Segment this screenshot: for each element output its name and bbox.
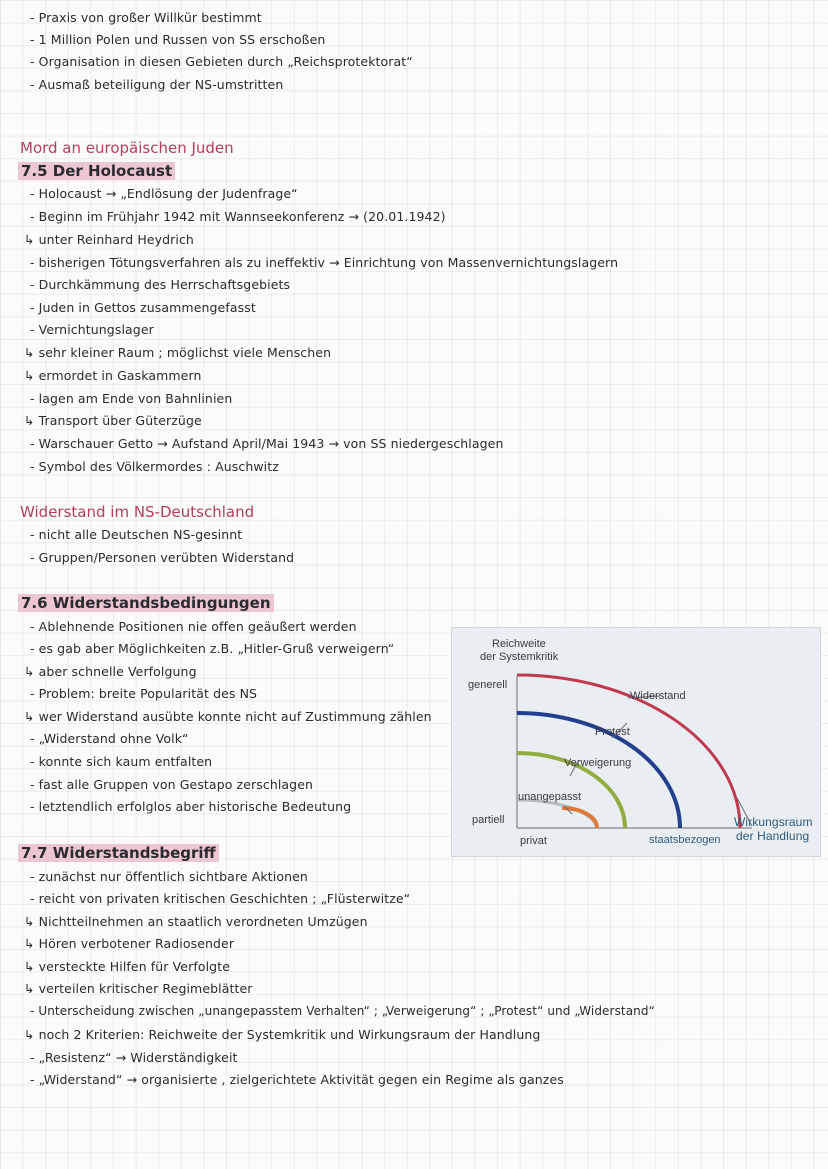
note-line: - Warschauer Getto → Aufstand April/Mai 1943 → von SS niedergeschlagen	[30, 436, 504, 451]
note-line: ↳ versteckte Hilfen für Verfolgte	[24, 959, 230, 974]
note-line: - reicht von privaten kritischen Geschichten ; „Flüsterwitze“	[30, 891, 411, 906]
note-line: ↳ ermordet in Gaskammern	[24, 368, 202, 383]
note-line: - Beginn im Frühjahr 1942 mit Wannseekonferenz → (20.01.1942)	[30, 209, 446, 224]
x-axis-title-line2: der Handlung	[736, 829, 810, 843]
note-line: - Problem: breite Popularität des NS	[30, 686, 258, 701]
note-line: - letztendlich erfolglos aber historische Bedeutung	[30, 799, 352, 814]
arc-label-verweigerung: Verweigerung	[564, 757, 632, 769]
note-line: - „Resistenz“ → Widerständigkeit	[30, 1050, 238, 1065]
section-subtitle: 7.5 Der Holocaust	[18, 162, 175, 180]
note-line: - konnte sich kaum entfalten	[30, 754, 213, 769]
note-line: - Durchkämmung des Herrschaftsgebiets	[30, 277, 291, 292]
x-right-label: staatsbezogen	[649, 834, 721, 846]
intro-line: - Praxis von großer Willkür bestimmt	[30, 10, 262, 25]
note-line: - fast alle Gruppen von Gestapo zerschlagen	[30, 777, 314, 792]
intro-line: - Ausmaß beteiligung der NS-umstritten	[30, 77, 284, 92]
note-line: ↳ aber schnelle Verfolgung	[24, 664, 197, 679]
note-line: - Gruppen/Personen verübten Widerstand	[30, 550, 295, 565]
note-line: ↳ Nichtteilnehmen an staatlich verordneten Umzügen	[24, 914, 368, 929]
note-line: - Ablehnende Positionen nie offen geäußert werden	[30, 619, 357, 634]
note-line: - „Widerstand“ → organisierte , zielgerichtete Aktivität gegen ein Regime als ganzes	[30, 1072, 564, 1087]
note-line: - nicht alle Deutschen NS-gesinnt	[30, 527, 243, 542]
note-line: - lagen am Ende von Bahnlinien	[30, 391, 233, 406]
section-subtitle: 7.6 Widerstandsbedingungen	[18, 594, 274, 612]
note-line: - bisherigen Tötungsverfahren als zu ineffektiv → Einrichtung von Massenvernichtungslagern	[30, 255, 619, 270]
note-line: - Symbol des Völkermordes : Auschwitz	[30, 459, 279, 474]
section-title: Widerstand im NS-Deutschland	[20, 503, 255, 521]
note-line: ↳ wer Widerstand ausübte konnte nicht auf Zustimmung zählen	[24, 709, 432, 724]
note-line: - Juden in Gettos zusammengefasst	[30, 300, 256, 315]
intro-line: - Organisation in diesen Gebieten durch „Reichsprotektorat“	[30, 54, 413, 69]
arc-label-protest: Protest	[595, 726, 630, 738]
arc-unangepasst	[562, 808, 597, 828]
y-bottom-label: partiell	[472, 814, 505, 826]
note-line: - Vernichtungslager	[30, 322, 154, 337]
x-left-label: privat	[520, 835, 547, 847]
arc-label-widerstand: Widerstand	[630, 690, 686, 702]
note-line: - es gab aber Möglichkeiten z.B. „Hitler-Gruß verweigern“	[30, 641, 395, 656]
arc-label-unangepasst: unangepasst	[518, 791, 581, 803]
note-line: - zunächst nur öffentlich sichtbare Aktionen	[30, 869, 308, 884]
note-line: - „Widerstand ohne Volk“	[30, 731, 189, 746]
section-title: Mord an europäischen Juden	[20, 139, 234, 157]
note-line: - Unterscheidung zwischen „unangepasstem Verhalten“ ; „Verweigerung“ ; „Protest“ und „Widerstand“	[30, 1004, 655, 1018]
note-line: ↳ Transport über Güterzüge	[24, 413, 202, 428]
section-subtitle: 7.7 Widerstandsbegriff	[18, 844, 219, 862]
note-line: ↳ noch 2 Kriterien: Reichweite der Systemkritik und Wirkungsraum der Handlung	[24, 1027, 541, 1042]
x-axis-title-line1: Wirkungsraum	[734, 815, 813, 829]
y-label-line2: der Systemkritik	[480, 651, 559, 663]
y-top-label: generell	[468, 679, 508, 691]
note-line: ↳ sehr kleiner Raum ; möglichst viele Menschen	[24, 345, 332, 360]
note-line: ↳ Hören verbotener Radiosender	[24, 936, 235, 951]
intro-line: - 1 Million Polen und Russen von SS erschoßen	[30, 32, 326, 47]
y-label-line1: Reichweite	[492, 638, 546, 650]
note-line: - Holocaust → „Endlösung der Judenfrage“	[30, 186, 298, 201]
note-line: ↳ verteilen kritischer Regimeblätter	[24, 981, 253, 996]
note-line: ↳ unter Reinhard Heydrich	[24, 232, 194, 247]
